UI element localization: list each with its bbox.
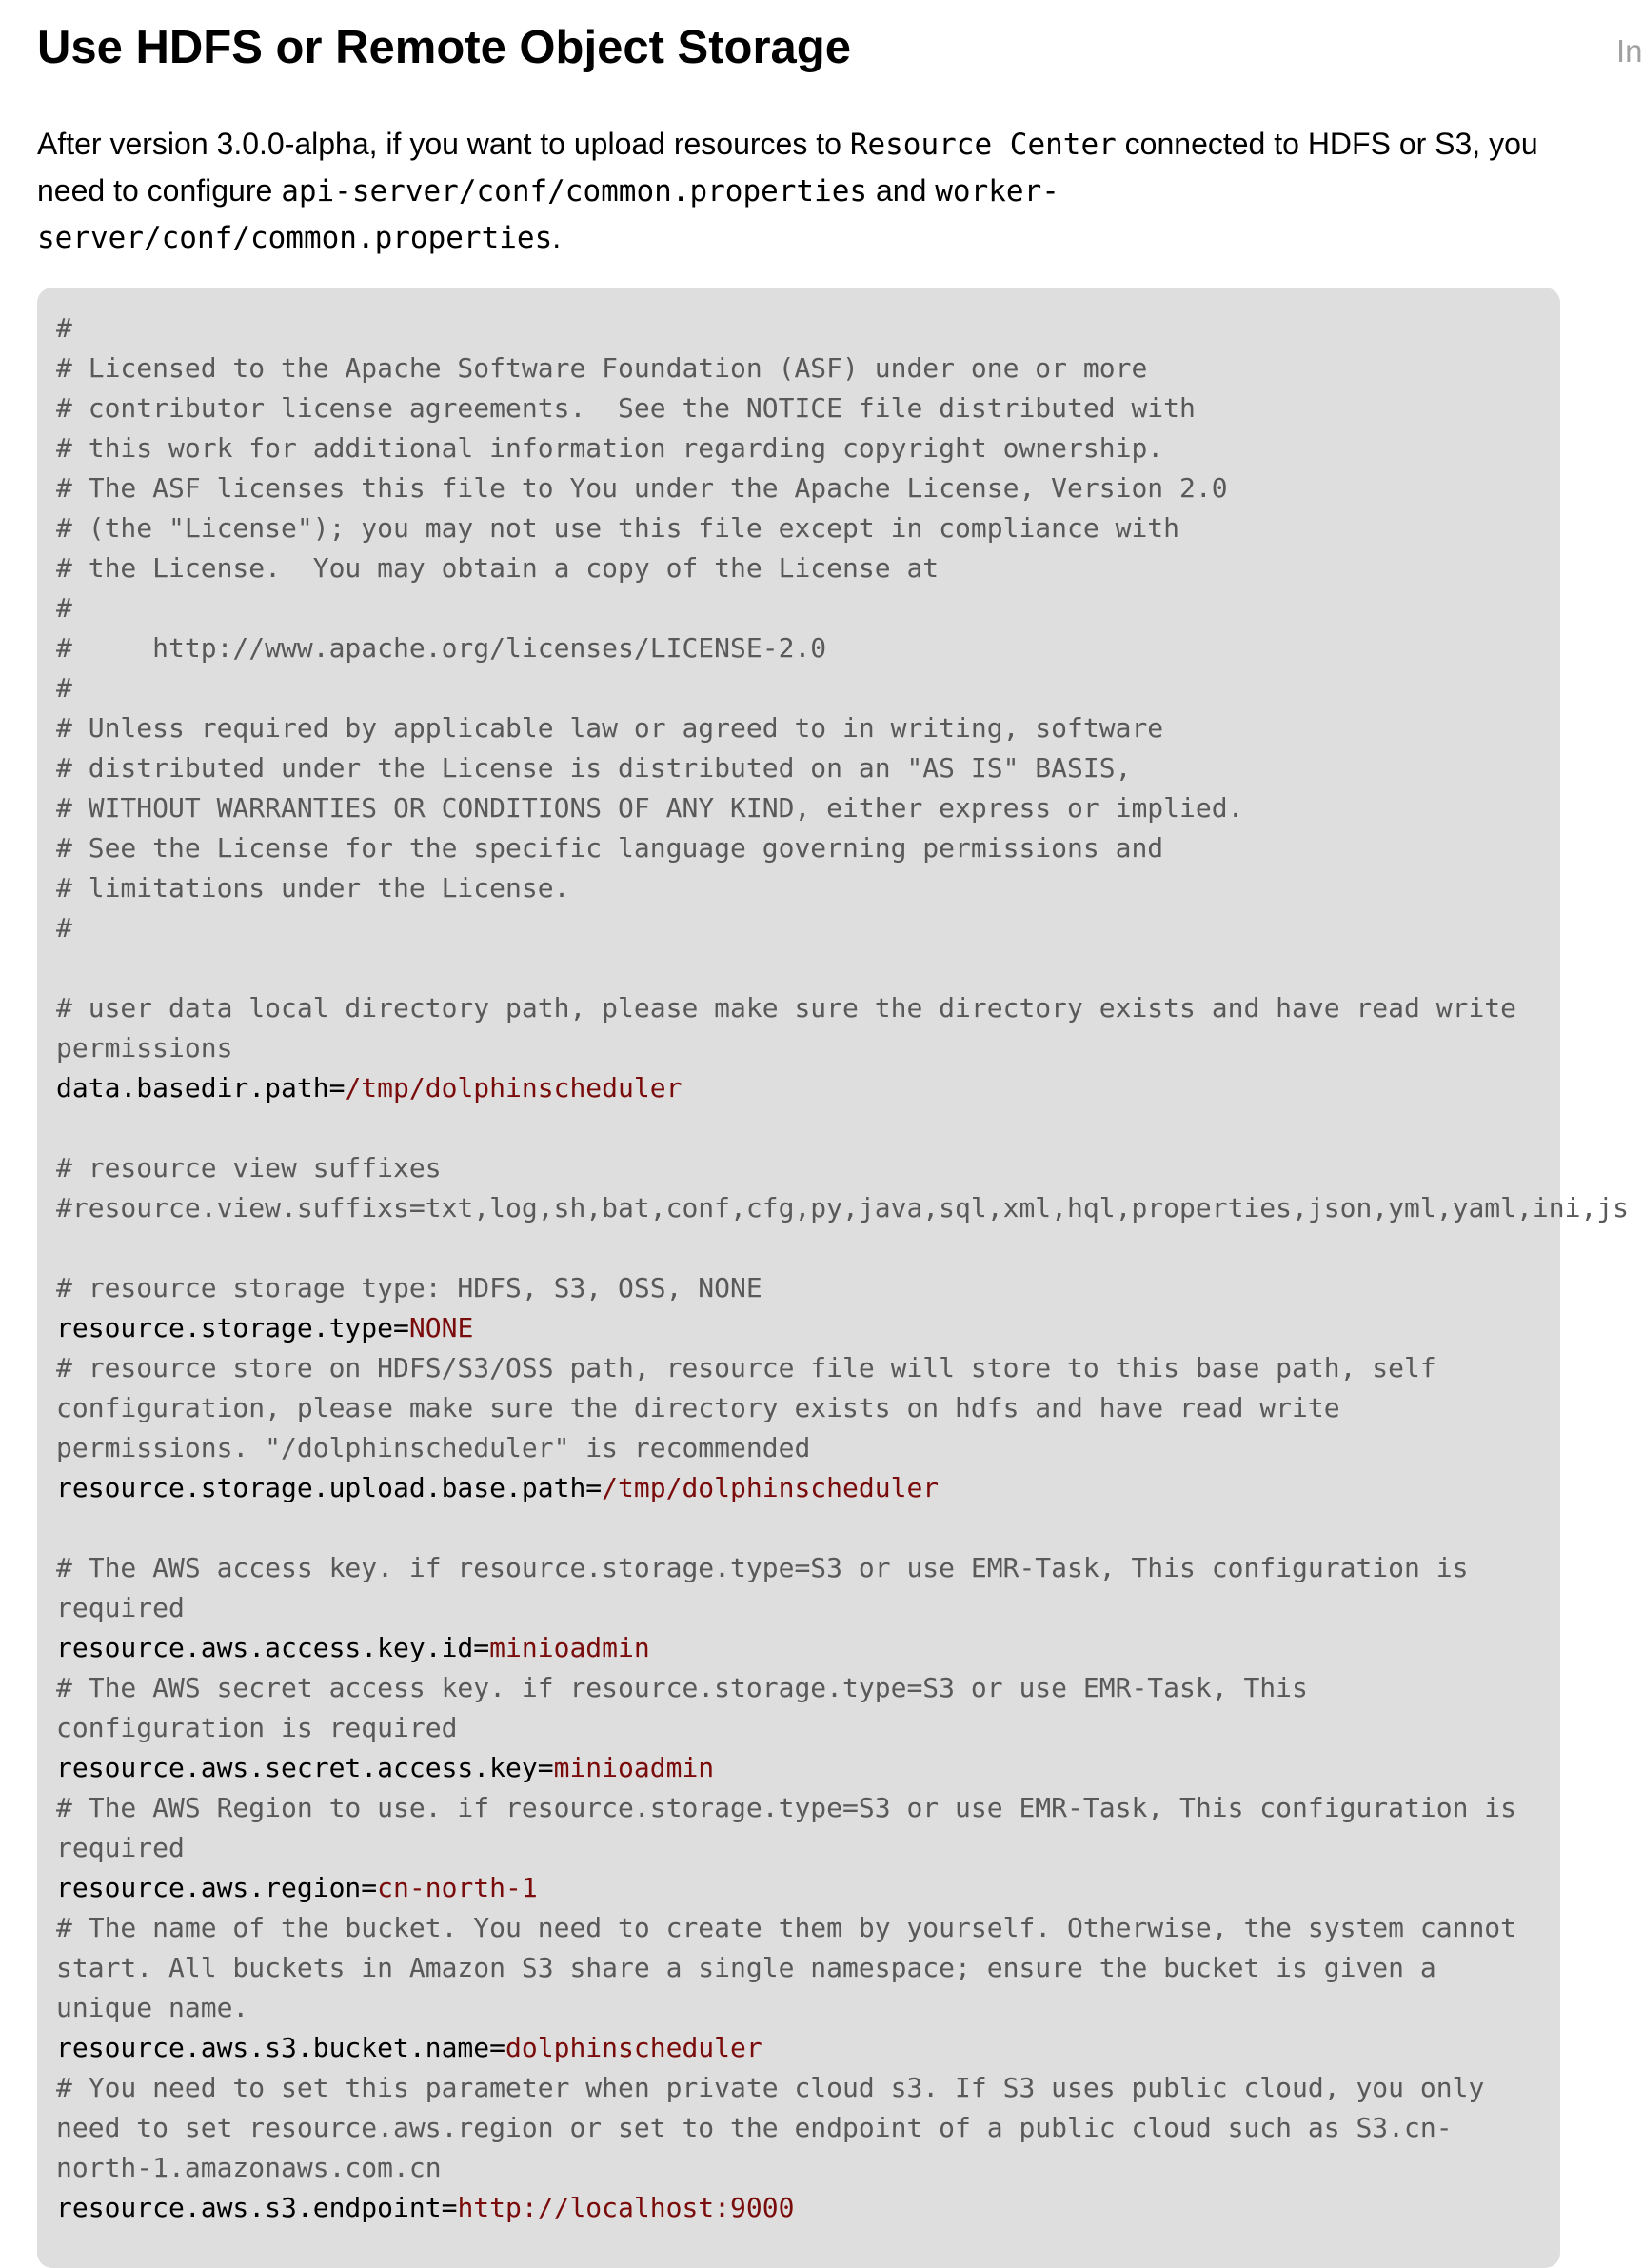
code-comment: configuration, please make sure the directory exists on hdfs and have read write (56, 1392, 1340, 1423)
property-key: resource.aws.s3.endpoint= (56, 2192, 458, 2223)
code-comment: unique name. (56, 1992, 249, 2023)
property-value: cn-north-1 (377, 1872, 538, 1903)
code-comment: #resource.view.suffixs=txt,log,sh,bat,conf,cfg,py,java,sql,xml,hql,properties,json,yml,yaml,ini,js (56, 1192, 1630, 1224)
intro-text: . (552, 220, 562, 254)
code-property-secret-key (56, 1748, 714, 1788)
property-key: resource.storage.upload.base.path= (56, 1472, 603, 1503)
property-key: resource.aws.s3.bucket.name= (56, 2032, 506, 2063)
code-comment: # resource storage type: HDFS, S3, OSS, NONE (56, 1272, 762, 1303)
code-comment: # You need to set this parameter when private cloud s3. If S3 uses public cloud, you only (56, 2072, 1485, 2103)
inline-code-resource-center: Resource Center (849, 128, 1117, 162)
code-comment: # distributed under the License is distributed on an "AS IS" BASIS, (56, 752, 1132, 784)
property-key: data.basedir.path= (56, 1072, 346, 1104)
code-comment: # The name of the bucket. You need to create them by yourself. Otherwise, the system cannot (56, 1912, 1517, 1943)
property-value: http://localhost:9000 (457, 2192, 795, 2223)
code-comment: need to set resource.aws.region or set to the endpoint of a public cloud such as S3.cn- (56, 2112, 1453, 2143)
code-property-basedir (56, 1068, 682, 1108)
property-value: /tmp/dolphinscheduler (602, 1472, 940, 1503)
code-block-common-properties[interactable] (37, 288, 1630, 2268)
code-comment: # (56, 312, 72, 344)
code-comment: required (56, 1592, 185, 1623)
inline-code-api-server-path: api-server/conf/common.properties (281, 174, 868, 209)
code-comment: # (56, 912, 72, 944)
property-key: resource.aws.secret.access.key= (56, 1752, 554, 1783)
code-comment: north-1.amazonaws.com.cn (56, 2152, 442, 2183)
code-property-upload-base-path (56, 1468, 939, 1508)
code-comment: start. All buckets in Amazon S3 share a single namespace; ensure the bucket is given a (56, 1952, 1436, 1983)
code-comment: # See the License for the specific language governing permissions and (56, 832, 1164, 864)
code-comment: # The AWS Region to use. if resource.storage.type=S3 or use EMR-Task, This configuration is (56, 1792, 1517, 1823)
code-comment: # (56, 592, 72, 624)
code-comment: # (the "License"); you may not use this file except in compliance with (56, 512, 1180, 544)
code-comment: # (56, 672, 72, 704)
code-comment: # the License. You may obtain a copy of the License at (56, 552, 940, 584)
code-comment: permissions. "/dolphinscheduler" is recommended (56, 1432, 811, 1463)
code-comment: # resource store on HDFS/S3/OSS path, resource file will store to this base path, self (56, 1352, 1436, 1383)
code-comment: # Unless required by applicable law or agreed to in writing, software (56, 712, 1164, 744)
intro-text: and (867, 173, 936, 208)
code-comment: # user data local directory path, please make sure the directory exists and have read write (56, 992, 1517, 1024)
code-comment: # contributor license agreements. See the NOTICE file distributed with (56, 392, 1196, 424)
code-property-access-key (56, 1628, 650, 1668)
code-property-s3-endpoint (56, 2188, 794, 2228)
code-comment: # http://www.apache.org/licenses/LICENSE-2.0 (56, 632, 827, 664)
code-comment: permissions (56, 1032, 233, 1064)
code-comment: # WITHOUT WARRANTIES OR CONDITIONS OF ANY KIND, either express or implied. (56, 792, 1244, 824)
intro-text: After version 3.0.0-alpha, if you want to upload resources to (37, 127, 850, 161)
code-comment: configuration is required (56, 1712, 458, 1743)
code-comment: # The AWS access key. if resource.storage.type=S3 or use EMR-Task, This configuration is (56, 1552, 1469, 1583)
code-comment: required (56, 1832, 185, 1863)
code-comment: # The AWS secret access key. if resource.storage.type=S3 or use EMR-Task, This (56, 1672, 1308, 1703)
code-comment: # Licensed to the Apache Software Foundation (ASF) under one or more (56, 352, 1148, 384)
code-property-storage-type (56, 1308, 473, 1348)
code-property-bucket-name (56, 2028, 762, 2068)
property-value: minioadmin (489, 1632, 650, 1663)
intro-text: connected to HDFS or S3, you need to configure (37, 127, 1538, 208)
code-comment: # limitations under the License. (56, 872, 570, 904)
property-key: resource.aws.region= (56, 1872, 378, 1903)
sidebar-link-truncated[interactable]: In (1616, 33, 1643, 69)
code-comment: # The ASF licenses this file to You under the Apache License, Version 2.0 (56, 472, 1228, 504)
intro-paragraph (37, 121, 1579, 261)
code-property-region (56, 1868, 538, 1908)
property-value: /tmp/dolphinscheduler (345, 1072, 683, 1104)
property-value: minioadmin (553, 1752, 715, 1783)
inline-code-worker-server-path: worker-server/conf/common.properties (37, 174, 1059, 255)
code-comment: # resource view suffixes (56, 1152, 442, 1184)
property-key: resource.storage.type= (56, 1312, 409, 1343)
property-value: NONE (408, 1312, 474, 1343)
property-key: resource.aws.access.key.id= (56, 1632, 490, 1663)
page-title: Use HDFS or Remote Object Storage (37, 22, 851, 73)
code-comment: # this work for additional information regarding copyright ownership. (56, 432, 1164, 464)
property-value: dolphinscheduler (505, 2032, 762, 2063)
